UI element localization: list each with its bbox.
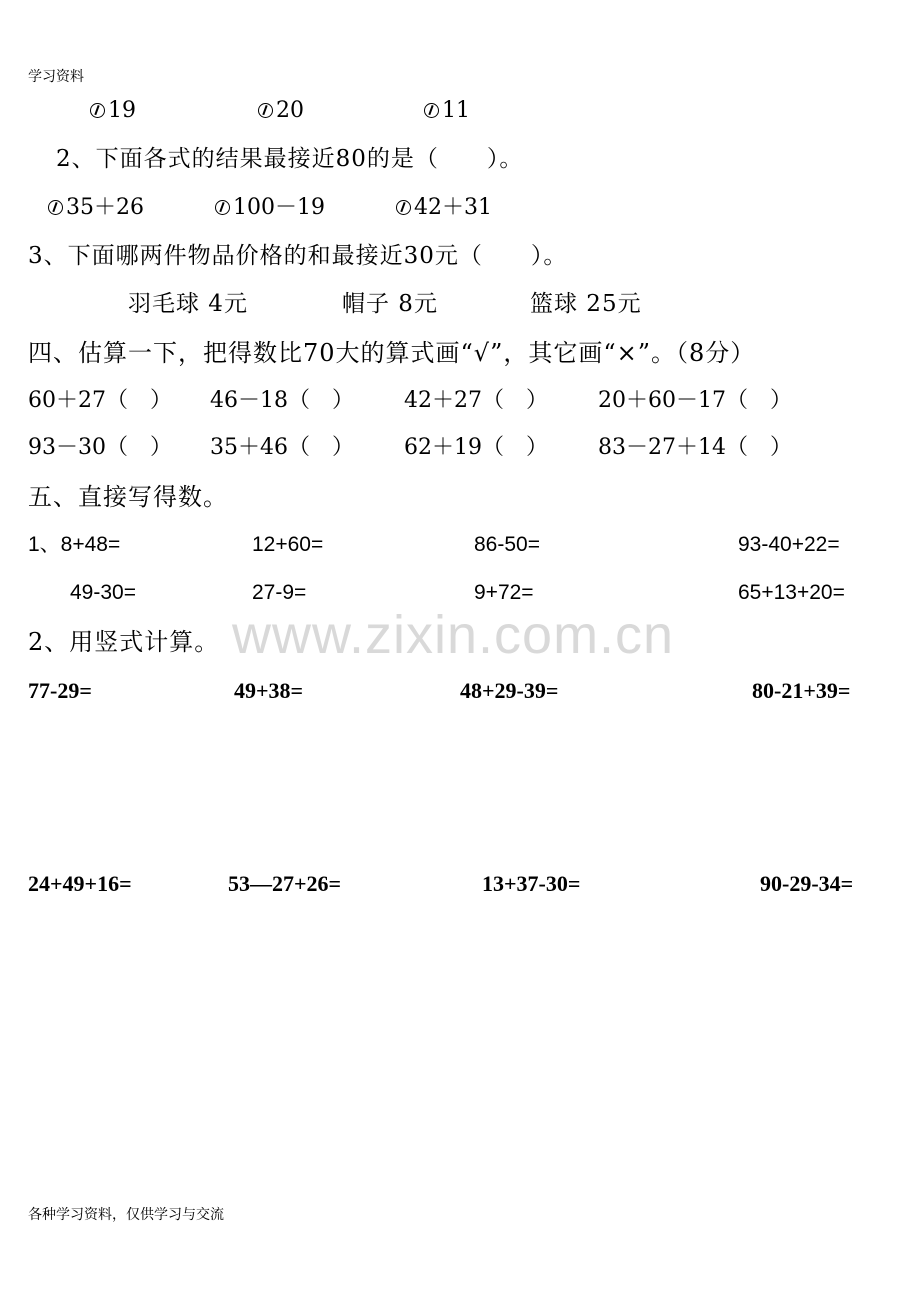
- q2-option-1: 35＋26: [48, 197, 144, 219]
- circled-three-icon: [424, 103, 439, 118]
- section5-title: 五、直接写得数。: [28, 483, 228, 511]
- q1-option-3: 11: [424, 100, 470, 122]
- s4-row1-item-2: 46－18（ ）: [210, 388, 354, 413]
- s5-row2-item-1: 49-30=: [70, 581, 136, 604]
- q3-item-3: 篮球 25元: [530, 291, 642, 317]
- q1-option-2: 20: [258, 100, 304, 122]
- header-label: 学习资料: [28, 69, 84, 85]
- q2-prompt: 2、下面各式的结果最接近80的是（ ）。: [56, 146, 524, 172]
- s4-row1-item-1: 60＋27（ ）: [28, 388, 172, 413]
- s5-row2-item-2: 27-9=: [252, 581, 307, 604]
- s5-row2-item-3: 9+72=: [474, 581, 534, 604]
- s5-vertical-4: 80-21+39=: [752, 678, 851, 703]
- q3-prompt: 3、下面哪两件物品价格的和最接近30元（ ）。: [28, 243, 568, 269]
- s5-row1-item-2: 12+60=: [252, 533, 324, 556]
- q3-item-2: 帽子 8元: [342, 291, 438, 317]
- s4-row2-item-3: 62＋19（ ）: [404, 435, 548, 460]
- q2-option-3: 42＋31: [396, 197, 492, 219]
- section4-title: 四、估算一下，把得数比70大的算式画“√”，其它画“×”。（8分）: [28, 339, 756, 367]
- footer-note: 各种学习资料，仅供学习与交流: [28, 1207, 224, 1223]
- q3-item-1: 羽毛球 4元: [128, 291, 248, 317]
- s5-row1-item-3: 86-50=: [474, 533, 540, 556]
- circled-two-icon: [258, 103, 273, 118]
- s5-row1-item-1: 1、8+48=: [28, 533, 121, 556]
- s5-vertical-8: 90-29-34=: [760, 871, 854, 896]
- q1-option-1: 19: [90, 100, 136, 122]
- circled-three-icon: [396, 200, 411, 215]
- s4-row2-item-1: 93－30（ ）: [28, 435, 172, 460]
- circled-one-icon: [90, 103, 105, 118]
- q2-option-2: 100－19: [215, 197, 325, 219]
- s5-vertical-1: 77-29=: [28, 678, 92, 703]
- circled-two-icon: [215, 200, 230, 215]
- s5-row2-item-4: 65+13+20=: [738, 581, 845, 604]
- s5-row1-item-4: 93-40+22=: [738, 533, 840, 556]
- section5-sub2-title: 2、用竖式计算。: [28, 628, 220, 656]
- s4-row2-item-2: 35＋46（ ）: [210, 435, 354, 460]
- s5-vertical-7: 13+37-30=: [482, 871, 581, 896]
- s4-row2-item-4: 83－27＋14（ ）: [598, 435, 792, 460]
- s5-vertical-6: 53—27+26=: [228, 871, 342, 896]
- s5-vertical-5: 24+49+16=: [28, 871, 132, 896]
- s5-vertical-3: 48+29-39=: [460, 678, 559, 703]
- s4-row1-item-4: 20＋60－17（ ）: [598, 388, 792, 413]
- s4-row1-item-3: 42＋27（ ）: [404, 388, 548, 413]
- watermark: www.zixin.com.cn: [232, 605, 675, 665]
- circled-one-icon: [48, 200, 63, 215]
- s5-vertical-2: 49+38=: [234, 678, 304, 703]
